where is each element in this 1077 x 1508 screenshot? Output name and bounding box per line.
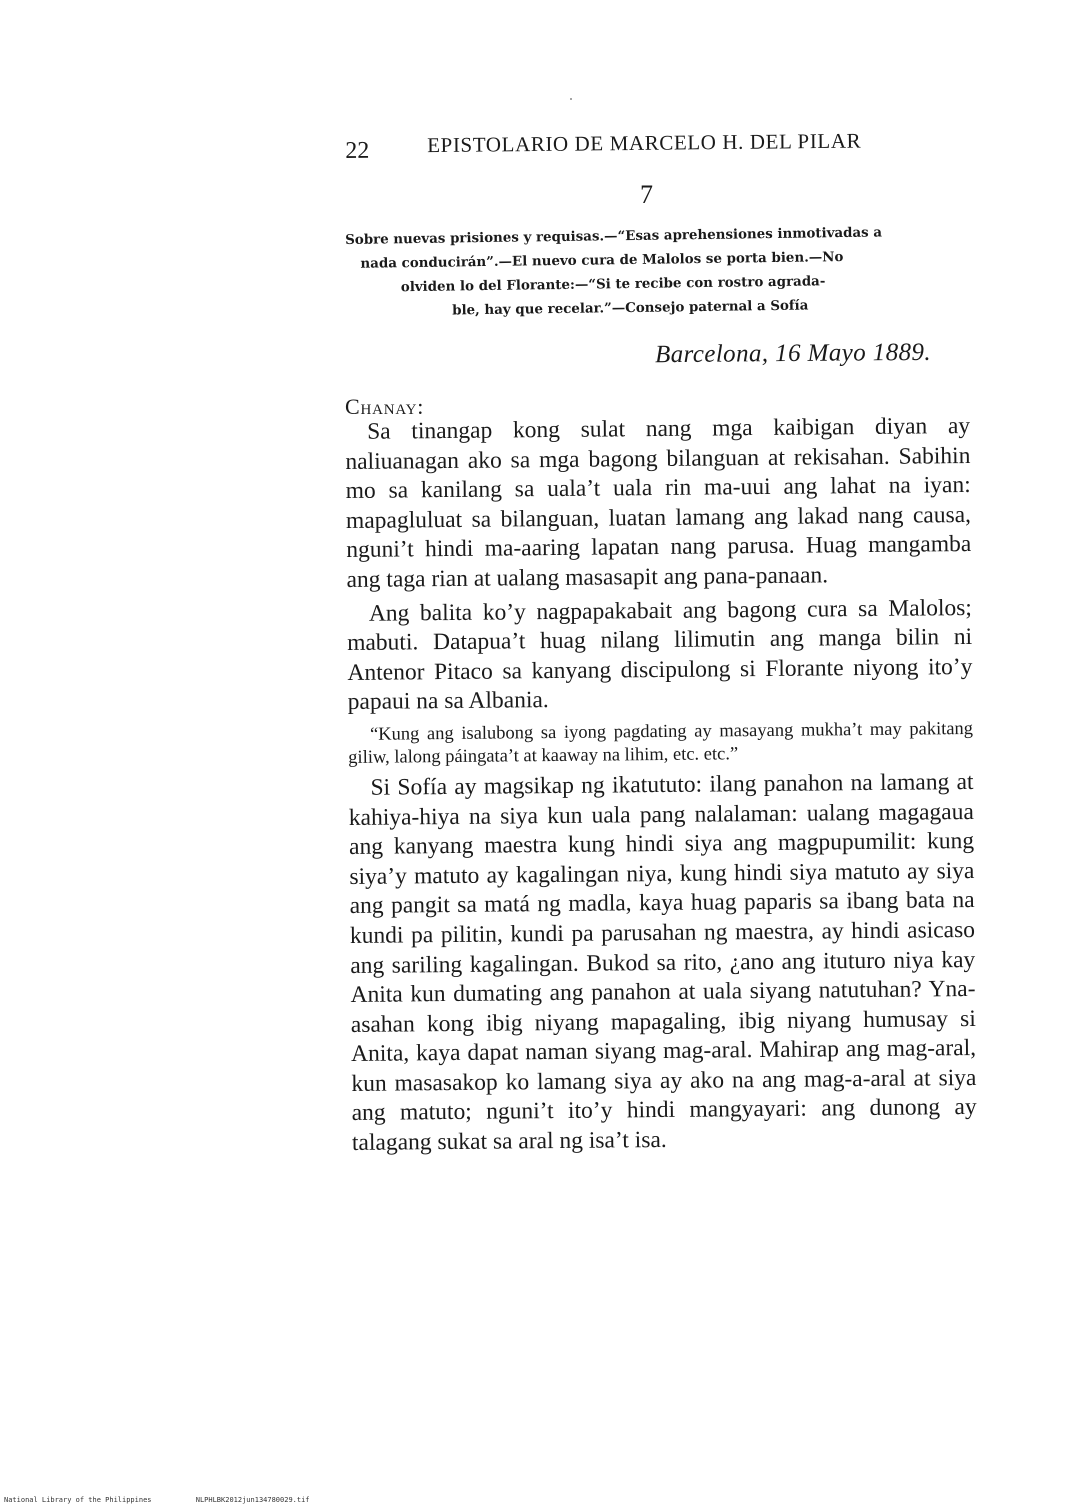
letter-summary: [345, 219, 978, 324]
letter-body: [345, 412, 977, 1159]
library-credit: National Library of the Philippines: [4, 1496, 152, 1504]
verse-quote: “Kung ang isalubong sa iyong pagdating ay masayang mukha’t may pakitang giliw, lalong páingata’t at kaaway na lihim, etc. etc.”: [348, 718, 974, 768]
summary-line: olviden lo del Florante:—“Si te recibe con rostro agrada-: [400, 273, 826, 296]
page-header: [345, 122, 905, 168]
file-identifier: NLPHLBK2012jun134780029.tif: [195, 1496, 310, 1504]
body-paragraph: Sa tinangap kong sulat nang mga kaibigan diyan ay naliuanagan ako sa mga bagong bilanguan at rekisahan. Sabihin mo sa kanilang sa uala’t uala rin ma-uui ang lahat na iyan: mapagluluat sa bilanguan, luatan lamang ang lakad nang causa, nguni’t hindi ma-aaring lapatan nang parusa. Huag mangamba ang taga rian at ualang masasapit ang pana-panaan.: [345, 413, 972, 593]
body-paragraph: Ang balita ko’y nagpapakabait ang bagong cura sa Malolos; mabuti. Datapua’t huag nilang lilimutin ang manga bilin ni Antenor Pitaco sa kanyang discipulong si Florante niyong ito’y papaui na sa Albania.: [347, 594, 973, 716]
scan-speck: [570, 98, 572, 100]
summary-line: nada conducirán”.—El nuevo cura de Malolos se porta bien.—No: [360, 249, 844, 272]
running-head: EPISTOLARIO DE MARCELO H. DEL PILAR: [427, 128, 862, 158]
body-paragraph: Si Sofía ay magsikap ng ikatututo: ilang panahon na lamang at kahiya-hiya na siya kun uala pang nalalaman: ualang magagaua ang kanyang maestra kung hindi siya ang magpupumilit: kung siya’y matuto ay kagalingan niya, kung hindi siya matuto ay siya ang pangit sa matá ng madla, kaya huag paparis sa ibang bata na kundi pa pilitin, kundi pa parusahan ng maestra, ay hindi asicaso ang sariling kagalingan. Bukod sa rito, ¿ano ang ituturo niya kay Anita kun dumating ang panahon at uala siyang natutuhan? Yna-asahan kong ibig niyang mapagaling, ibig niyang humusay si Anita, kaya dapat naman siyang mag-aral. Mahirap ang mag-aral, kun masasakop ko lamang siya ay ako na ang mag-a-aral at siya ang matuto; nguni’t ito’y hindi mangyayari: ang dunong ay talagang sukat sa aral ng isa’t isa.: [348, 768, 977, 1157]
dateline: Barcelona, 16 Mayo 1889.: [654, 338, 932, 369]
salutation: Chanay:: [345, 394, 425, 419]
letter-number: 7: [640, 180, 653, 209]
summary-line: ble, hay que recelar.”—Consejo paternal a Sofía: [452, 297, 809, 319]
summary-line: Sobre nuevas prisiones y requisas.—“Esas aprehensiones inmotivadas a: [345, 224, 883, 248]
scan-footer: [4, 1496, 310, 1504]
page-number: 22: [345, 137, 370, 164]
